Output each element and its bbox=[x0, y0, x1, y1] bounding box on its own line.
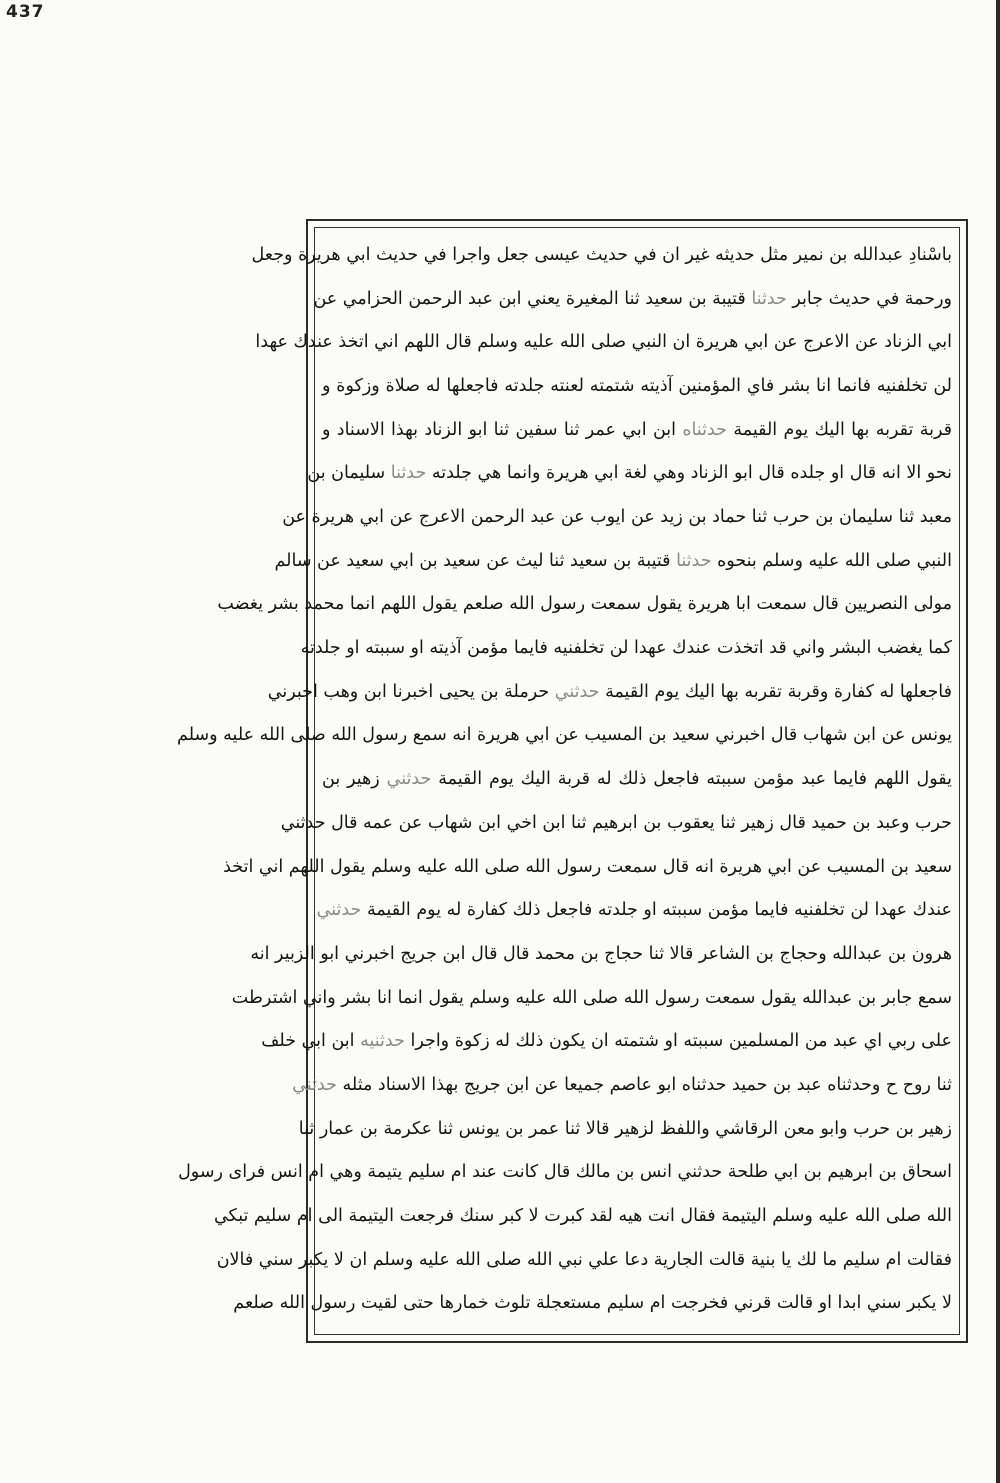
text-run: باسْنادِ عبدالله بن نمير مثل حديثه غير ان في حديث عيسى جعل واجرا في حديث ابي هريرة وجعل bbox=[251, 245, 952, 265]
text-line bbox=[223, 846, 952, 890]
text-run: الله صلى الله عليه وسلم اليتيمة فقال انت هيه لقد كبرت لا كبر سنك فرجعت اليتيمة الى ام سليم تبكي bbox=[213, 1205, 952, 1226]
text-run: النبي صلى الله عليه وسلم بنحوه bbox=[711, 550, 952, 571]
text-run: سليمان بن bbox=[307, 463, 391, 484]
text-line bbox=[261, 1020, 952, 1064]
text-line bbox=[316, 889, 952, 933]
text-line bbox=[322, 365, 952, 409]
text-line bbox=[292, 1064, 952, 1108]
text-line bbox=[233, 1282, 952, 1326]
text-run: يونس عن ابن شهاب قال اخبرني سعيد بن المسيب عن ابي هريرة انه سمع رسول الله صلى الله عليه وسلم bbox=[177, 725, 952, 746]
text-run: لا يكبر سني ابدا او قالت قرني فخرجت ام سليم مستعجلة تلوث خمارها حتى لقيت رسول الله صلعم bbox=[233, 1293, 952, 1314]
text-run: يقول اللهم فايما عبد مؤمن سببته فاجعل ذلك له قربة اليك يوم القيمة bbox=[431, 769, 952, 790]
text-line bbox=[231, 977, 952, 1021]
text-line bbox=[213, 1195, 952, 1239]
rubric-word: حدثني bbox=[554, 681, 600, 702]
text-line bbox=[217, 583, 952, 627]
rubric-word: حدثني bbox=[386, 769, 432, 790]
rubric-word: حدثناه bbox=[682, 419, 727, 440]
text-line bbox=[307, 452, 952, 496]
text-line bbox=[274, 540, 952, 584]
text-run: ورحمة في حديث جابر bbox=[786, 288, 952, 309]
rubric-word: حدثنا bbox=[676, 550, 712, 571]
text-line bbox=[280, 802, 952, 846]
text-run: حرب وعبد بن حميد قال زهير ثنا يعقوب بن ابرهيم ثنا ابن اخي ابن شهاب عن عمه قال حدثني bbox=[280, 812, 952, 833]
text-run: اسحاق بن ابرهيم بن ابي طلحة حدثني انس بن مالك قال كانت عند ام سليم يتيمة وهي ام انس فراى رسول bbox=[178, 1162, 952, 1183]
text-run: قتيبة بن سعيد ثنا المغيرة يعني ابن عبد الرحمن الحزامي عن bbox=[313, 288, 752, 309]
text-line bbox=[282, 496, 952, 540]
text-line bbox=[255, 321, 952, 365]
text-run: هرون بن عبدالله وحجاج بن الشاعر قالا ثنا حجاج بن محمد قال قال ابن جريج اخبرني ابو الزبير انه bbox=[250, 943, 952, 964]
text-run: فاجعلها له كفارة وقربة تقربه بها اليك يوم القيمة bbox=[599, 681, 952, 702]
text-run: سعيد بن المسيب عن ابي هريرة انه قال سمعت رسول الله صلى الله عليه وسلم يقول اللهم اني اتخذ bbox=[223, 856, 952, 877]
manuscript-text-block bbox=[177, 234, 952, 1326]
text-run: ثنا روح ح وحدثناه عبد بن حميد حدثناه ابو عاصم جميعا عن ابن جريج بهذا الاسناد مثله bbox=[336, 1074, 952, 1095]
text-line bbox=[300, 627, 952, 671]
text-run: عندك عهدا لن تخلفنيه فايما مؤمن سببته او جلدته فاجعل ذلك كفارة له يوم القيمة bbox=[361, 900, 952, 921]
text-run: على ربي اي عبد من المسلمين سببته او شتمته ان يكون ذلك له زكوة واجرا bbox=[404, 1031, 952, 1052]
text-run: كما يغضب البشر واني قد اتخذت عندك عهدا لن تخلفنيه فايما مؤمن آذيته او سببته او جلدته bbox=[300, 638, 952, 659]
rubric-word: حدثنيه bbox=[360, 1031, 405, 1052]
text-run: حرملة بن يحيى اخبرنا ابن وهب اخبرني bbox=[267, 681, 555, 702]
text-run: معبد ثنا سليمان بن حرب ثنا حماد بن زيد عن ايوب عن عبد الرحمن الاعرج عن ابي هريرة عن bbox=[282, 507, 952, 528]
text-line bbox=[251, 234, 952, 278]
text-line bbox=[250, 933, 952, 977]
text-run: سمع جابر بن عبدالله يقول سمعت رسول الله صلى الله عليه وسلم يقول انما انا بشر واني اشترطت bbox=[231, 987, 952, 1008]
text-run: مولى النصريين قال سمعت ابا هريرة يقول سمعت رسول الله صلعم يقول اللهم انما محمد بشر يغضب bbox=[217, 594, 952, 615]
page-edge bbox=[996, 0, 1000, 1483]
text-line bbox=[267, 671, 952, 715]
text-run: ابن ابي عمر ثنا سفين ثنا ابو الزناد بهذا الاسناد و bbox=[322, 419, 683, 440]
text-run: قتيبة بن سعيد ثنا ليث عن سعيد بن ابي سعيد عن سالم bbox=[274, 550, 677, 571]
rubric-word: حدثني bbox=[292, 1074, 337, 1095]
text-run: ابن ابي خلف bbox=[261, 1031, 361, 1052]
rubric-word: حدثنا bbox=[390, 463, 427, 484]
text-run: فقالت ام سليم ما لك يا بنية قالت الجارية دعا علي نبي الله صلى الله عليه وسلم ان لا يكبر سني فالان bbox=[216, 1249, 952, 1270]
page-number: 437 bbox=[6, 2, 45, 22]
text-line bbox=[322, 758, 952, 802]
text-run: ابي الزناد عن الاعرج عن ابي هريرة ان النبي صلى الله عليه وسلم قال اللهم اني اتخذ عندك عهدا bbox=[255, 332, 952, 353]
text-line bbox=[178, 1151, 952, 1195]
text-line bbox=[298, 1108, 952, 1152]
rubric-word: حدثنا bbox=[751, 288, 787, 309]
text-line bbox=[216, 1239, 952, 1283]
text-line bbox=[322, 409, 952, 453]
text-run: نحو الا انه قال او جلده قال ابو الزناد وهي لغة ابي هريرة وانما هي جلدته bbox=[426, 463, 952, 484]
text-run: زهير بن bbox=[322, 769, 387, 790]
text-line bbox=[177, 714, 952, 758]
rubric-word: حدثني bbox=[316, 900, 362, 921]
text-run: لن تخلفنيه فانما انا بشر فاي المؤمنين آذيته شتمته لعنته جلدته فاجعلها له صلاة وزكوة و bbox=[322, 376, 952, 397]
text-run: زهير بن حرب وابو معن الرقاشي واللفظ لزهير قالا ثنا عمر بن يونس ثنا عكرمة بن عمار ثنا bbox=[298, 1118, 952, 1139]
text-line bbox=[313, 278, 952, 322]
text-run: قربة تقربه بها اليك يوم القيمة bbox=[727, 419, 952, 440]
